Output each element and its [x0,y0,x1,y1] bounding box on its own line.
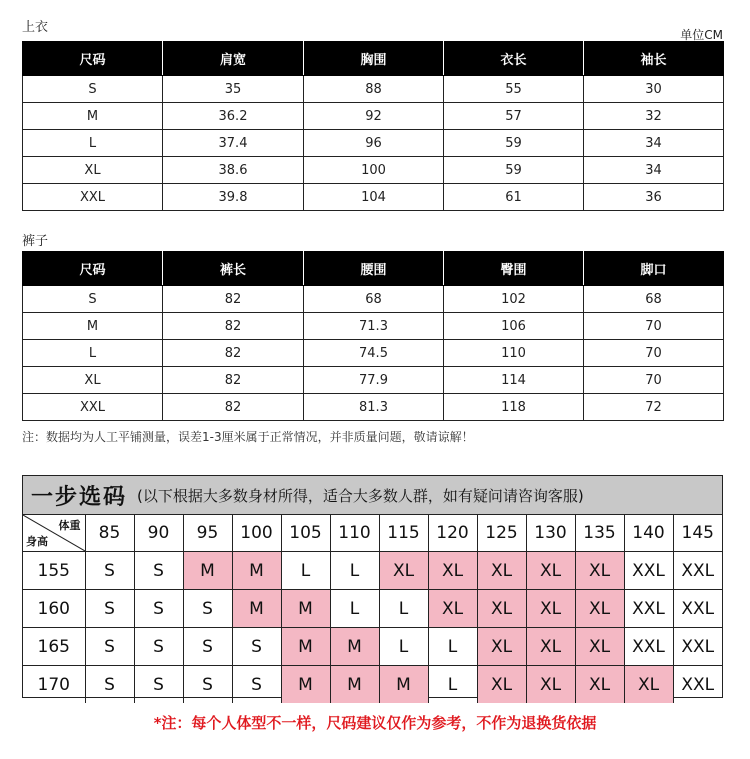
weight-header-cell: 90 [134,515,183,552]
pants-header-cell: 脚口 [584,252,724,286]
size-cell: S [183,590,232,628]
top-cell: 59 [444,157,584,184]
top-header-row [23,42,724,76]
top-header-cell: 胸围 [304,42,444,76]
size-cell: XXL [624,552,673,590]
size-cell: XL [526,628,575,666]
weight-header-row [23,515,722,552]
size-cell: XL [526,552,575,590]
table-row [23,157,724,184]
weight-header-cell: 110 [330,515,379,552]
weight-header-cell: 95 [183,515,232,552]
size-cell: XL [624,666,673,704]
pants-cell: 74.5 [304,340,444,367]
height-row [23,666,722,704]
size-cell: S [85,552,134,590]
top-header-cell: 肩宽 [163,42,304,76]
size-guide [22,475,723,698]
pants-cell: 110 [444,340,584,367]
size-cell: XL [526,666,575,704]
size-cell: M [330,666,379,704]
size-cell: L [330,552,379,590]
size-cell: S [134,628,183,666]
pants-cell: 70 [584,313,724,340]
weight-header-cell: 115 [379,515,428,552]
size-cell: M [232,552,281,590]
size-cell: M [281,666,330,704]
top-cell: 57 [444,103,584,130]
pants-cell: 102 [444,286,584,313]
top-cell: 36 [584,184,724,211]
size-cell: M [379,666,428,704]
pants-header-cell: 腰围 [304,252,444,286]
size-cell: L [281,552,330,590]
corner-height-label: 身高 [26,535,48,548]
pants-cell: 68 [584,286,724,313]
size-cell: M [232,590,281,628]
pants-cell: 72 [584,394,724,421]
top-cell: 34 [584,157,724,184]
table-row [23,367,724,394]
top-cell: M [23,103,163,130]
top-cell: 61 [444,184,584,211]
size-guide-subtitle: (以下根据大多数身材所得，适合大多数人群，如有疑问请咨询客服) [137,486,584,505]
corner-weight-label: 体重 [58,519,81,532]
height-row [23,590,722,628]
top-cell: 35 [163,76,304,103]
top-header-cell: 衣长 [444,42,584,76]
size-cell: S [134,590,183,628]
top-cell: 32 [584,103,724,130]
table-row [23,313,724,340]
size-cell: XXL [673,552,722,590]
size-guide-header [23,476,722,515]
pants-cell: XL [23,367,163,394]
size-cell: XL [477,590,526,628]
pants-cell: 68 [304,286,444,313]
height-header-cell: 170 [23,666,85,704]
size-cell: XL [575,552,624,590]
table-row [23,340,724,367]
top-table-body [23,76,724,211]
size-cell: XXL [624,590,673,628]
pants-cell: M [23,313,163,340]
table-row [23,103,724,130]
size-cell: S [183,666,232,704]
size-cell: L [379,590,428,628]
height-row [23,552,722,590]
top-section-label: 上衣 [22,20,49,35]
size-cell: XXL [673,666,722,704]
top-cell: 38.6 [163,157,304,184]
size-cell: XL [526,590,575,628]
size-cell: XL [477,666,526,704]
table-row [23,76,724,103]
size-cell: XL [379,552,428,590]
size-cell: XL [428,552,477,590]
pants-section-label: 裤子 [22,234,49,249]
size-cell: XL [575,628,624,666]
size-cell: XXL [673,628,722,666]
size-cell: M [183,552,232,590]
size-cell: S [85,666,134,704]
pants-cell: 77.9 [304,367,444,394]
pants-cell: 82 [163,394,304,421]
size-cell: L [379,628,428,666]
weight-header-cell: 130 [526,515,575,552]
top-cell: XL [23,157,163,184]
weight-header-cell: 120 [428,515,477,552]
size-cell: L [330,590,379,628]
pants-cell: 81.3 [304,394,444,421]
pants-cell: 82 [163,340,304,367]
size-guide-title: 一步选码 [31,484,128,510]
height-header-cell: 155 [23,552,85,590]
pants-header-row [23,252,724,286]
corner-cell [23,515,85,552]
pants-cell: 106 [444,313,584,340]
top-size-table [22,41,724,211]
pants-cell: 70 [584,340,724,367]
top-cell: 39.8 [163,184,304,211]
top-cell: L [23,130,163,157]
pants-cell: 114 [444,367,584,394]
size-guide-grid [23,515,722,703]
pants-cell: 71.3 [304,313,444,340]
size-cell: S [85,628,134,666]
pants-cell: 70 [584,367,724,394]
pants-cell: XXL [23,394,163,421]
size-cell: XL [575,590,624,628]
size-cell: S [85,590,134,628]
top-cell: XXL [23,184,163,211]
pants-cell: S [23,286,163,313]
top-cell: 55 [444,76,584,103]
pants-cell: 82 [163,313,304,340]
pants-cell: 82 [163,367,304,394]
pants-cell: 82 [163,286,304,313]
size-cell: M [281,590,330,628]
size-cell: L [428,628,477,666]
top-cell: 92 [304,103,444,130]
pants-header-cell: 裤长 [163,252,304,286]
weight-header-cell: 135 [575,515,624,552]
size-cell: XXL [624,628,673,666]
top-cell: 96 [304,130,444,157]
weight-header-cell: 85 [85,515,134,552]
top-cell: 34 [584,130,724,157]
weight-header-cell: 145 [673,515,722,552]
height-header-cell: 160 [23,590,85,628]
top-cell: 36.2 [163,103,304,130]
pants-size-table [22,251,724,421]
table-row [23,130,724,157]
top-cell: 59 [444,130,584,157]
pants-cell: 118 [444,394,584,421]
disclaimer-warning: *注：每个人体型不一样，尺码建议仅作为参考，不作为退换货依据 [153,714,597,732]
weight-header-cell: 100 [232,515,281,552]
top-header-cell: 袖长 [584,42,724,76]
size-cell: XXL [673,590,722,628]
top-cell: S [23,76,163,103]
pants-table-body [23,286,724,421]
size-cell: XL [477,552,526,590]
size-cell: S [134,666,183,704]
top-cell: 100 [304,157,444,184]
size-cell: XL [477,628,526,666]
weight-header-cell: 105 [281,515,330,552]
height-row [23,628,722,666]
measurement-note: 注：数据均为人工平铺测量，误差1-3厘米属于正常情况，并非质量问题，敬请谅解！ [22,430,474,444]
top-cell: 104 [304,184,444,211]
pants-header-cell: 尺码 [23,252,163,286]
size-cell: S [232,628,281,666]
table-row [23,184,724,211]
top-cell: 30 [584,76,724,103]
size-cell: M [330,628,379,666]
weight-header-cell: 140 [624,515,673,552]
size-cell: XL [428,590,477,628]
top-header-cell: 尺码 [23,42,163,76]
table-row [23,286,724,313]
size-cell: S [232,666,281,704]
pants-cell: L [23,340,163,367]
weight-header-cell: 125 [477,515,526,552]
top-cell: 37.4 [163,130,304,157]
size-cell: XL [575,666,624,704]
size-cell: S [183,628,232,666]
size-cell: S [134,552,183,590]
top-cell: 88 [304,76,444,103]
size-cell: L [428,666,477,704]
unit-label: 单位CM [680,28,723,42]
table-row [23,394,724,421]
pants-header-cell: 臀围 [444,252,584,286]
height-header-cell: 165 [23,628,85,666]
size-cell: M [281,628,330,666]
